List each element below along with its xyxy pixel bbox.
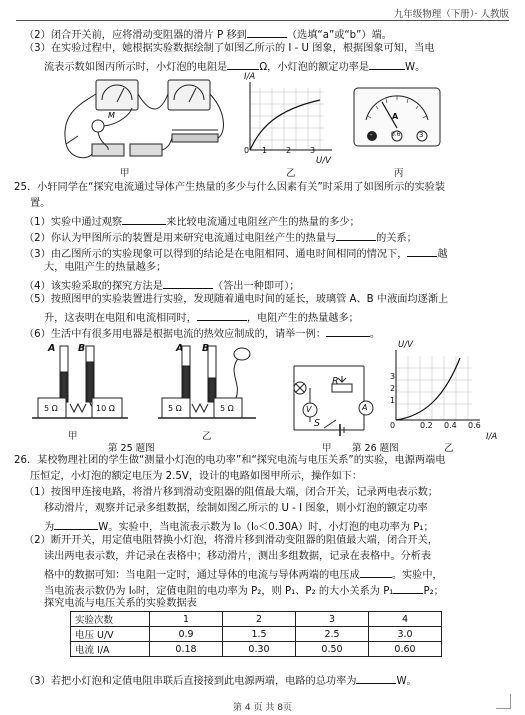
graph-xlabel: U/V bbox=[316, 156, 331, 166]
answer-blank[interactable] bbox=[356, 672, 396, 684]
label-5ohm: 5 Ω bbox=[44, 404, 58, 413]
answer-blank[interactable] bbox=[393, 582, 423, 594]
fig-label-jia: 甲 bbox=[120, 168, 130, 179]
q25-item-1: （1）实验中通过观察 来比较电流通过电阻丝产生的热量的多少； bbox=[24, 213, 360, 230]
fig26-circuit bbox=[280, 352, 380, 438]
graph-xlabel: I/A bbox=[486, 432, 498, 442]
q26-step-2: （2）断开开关，用定值电阻替换小灯泡，将滑片移到滑动变阻器的阻值最大端，闭合开关， bbox=[24, 535, 438, 546]
q25-stem: 25．小轩同学在“探究电流通过导体产生热量的多少与什么因素有关”时采用了如图所示的实验装 bbox=[14, 182, 446, 193]
q26-step-1: （1）按图甲连接电路，将滑片移到滑动变阻器的阻值最大端，闭合开关，记录两电表示数； bbox=[24, 487, 438, 498]
fig26-caption: 第 26 题图 bbox=[352, 443, 399, 454]
table-title: 探究电流与电压关系的实验数据表 bbox=[44, 598, 197, 609]
page-footer: 第 4 页 共 8页 bbox=[233, 703, 292, 713]
answer-blank[interactable] bbox=[122, 213, 166, 225]
q25-item-3-cont: 大，电阻产生的热量越多； bbox=[44, 262, 167, 273]
graph-ytick: 1 bbox=[390, 396, 396, 405]
fig25-yi: 乙 bbox=[202, 431, 212, 442]
answer-blank[interactable] bbox=[360, 566, 392, 578]
q25-item-6: （6）生活中有很多用电器是根据电流的热效应制成的，请举一例： 。 bbox=[24, 325, 380, 342]
ui-curve bbox=[396, 358, 460, 420]
data-table bbox=[70, 611, 442, 657]
fig-label-yi: 乙 bbox=[286, 168, 296, 179]
q26-step-1b: 移动滑片，观察并记录多组数据，绘制如图乙所示的 U - I 图象，则小灯泡的额定功率 bbox=[44, 503, 428, 514]
q26-step-3: （3）若把小灯泡和定值电阻串联后直接接到此电源两端，电路的总功率为 W。 bbox=[24, 672, 417, 689]
label-5ohm: 5 Ω bbox=[220, 404, 234, 413]
graph-ytick: 2 bbox=[390, 384, 396, 393]
q25-item-3: （3）由乙图所示的实验现象可以得到的结论是在电阻相同、通电时间相同的情况下， 越 bbox=[24, 245, 448, 262]
tube-b: B bbox=[78, 343, 86, 354]
q24-line-3: （3）在实验过程中，她根据实验数据绘制了如图乙所示的 I - U 图象，根据图象可知，当电 bbox=[24, 43, 435, 54]
page-corner-mark bbox=[496, 694, 511, 709]
graph-xtick: 0.6 bbox=[468, 421, 481, 430]
table-row: 实验次数 1 2 3 4 bbox=[71, 612, 442, 627]
answer-blank[interactable] bbox=[163, 277, 213, 289]
meter-right: 3 bbox=[419, 131, 424, 139]
graph-origin: 0 bbox=[244, 146, 250, 155]
graph-xtick: 0.4 bbox=[444, 421, 457, 430]
iu-curve bbox=[250, 100, 320, 150]
label-s: S bbox=[314, 418, 321, 429]
header-rule bbox=[16, 20, 509, 21]
fig25-jia: 甲 bbox=[68, 431, 78, 442]
page-header: 九年级物理（下册）· 人教版 bbox=[393, 9, 509, 20]
label-r: R bbox=[332, 376, 339, 387]
meter-mid: 0.6 bbox=[391, 131, 401, 138]
tube-b: B bbox=[202, 343, 210, 354]
q24-line-2: （2）闭合开关前，应将滑动变阻器的滑片 P 移到 （选填“a”或“b”）端。 bbox=[24, 26, 392, 43]
q24-circuit-figure bbox=[60, 74, 230, 164]
table-row: 电压 U/V 0.9 1.5 2.5 3.0 bbox=[71, 627, 442, 642]
q24-line-4: 流表示数如图丙所示时，小灯泡的电阻是 Ω，小灯泡的额定功率是 W。 bbox=[44, 58, 425, 75]
label-a: A bbox=[362, 403, 368, 412]
q26-step-1c: 为 W。实验中，当电流表示数为 I₀（I₀＜0.30A）时，小灯泡的电功率为 P₁； bbox=[44, 518, 434, 535]
svg-text:M: M bbox=[108, 111, 115, 120]
q26-step-2b: 读出两电表示数，并记录在表格中；移动滑片，测出多组数据，记录在表格中。分析表 bbox=[44, 551, 432, 562]
answer-blank[interactable] bbox=[227, 58, 259, 70]
bulb-icon bbox=[92, 120, 104, 132]
meter-minus: - bbox=[370, 131, 373, 139]
graph-xtick: 3 bbox=[310, 146, 316, 155]
answer-blank[interactable] bbox=[326, 325, 370, 337]
label-10ohm: 10 Ω bbox=[96, 404, 115, 413]
graph-xtick: 2 bbox=[286, 146, 292, 155]
graph-ylabel: I/A bbox=[244, 72, 256, 82]
label-5ohm: 5 Ω bbox=[168, 404, 182, 413]
answer-blank[interactable] bbox=[197, 309, 247, 321]
graph-xtick: 1 bbox=[262, 146, 268, 155]
q25-item-5: （5）按照图甲的实验装置进行实验，发现随着通电时间的延长，玻璃管 A、B 中液面均逐渐上 bbox=[24, 294, 449, 305]
answer-blank[interactable] bbox=[54, 518, 98, 530]
graph-xtick: 0.2 bbox=[420, 421, 433, 430]
q26-step-2e: 当电流表示数仍为 I₀时，定值电阻的电功率为 P₂，则 P₁、P₂ 的大小关系为 P₁ P₂； bbox=[44, 582, 444, 599]
answer-blank[interactable] bbox=[369, 58, 405, 70]
fig26-jia: 甲 bbox=[322, 443, 332, 454]
q25-item-5-cont: 升，这表明在电阻和电流相同时， ，电阻产生的热量越多； bbox=[44, 309, 359, 326]
q26-step-2c: 格中的数据可知：当电阻一定时，通过导体的电流与导体两端的电压成 。实验中， bbox=[44, 566, 443, 583]
answer-blank[interactable] bbox=[247, 26, 287, 38]
answer-blank[interactable] bbox=[407, 245, 437, 257]
meter-unit: A bbox=[392, 112, 399, 121]
fig25-caption: 第 25 题图 bbox=[108, 443, 155, 454]
q25-stem-2: 置。 bbox=[30, 198, 51, 209]
table-row: 电流 I/A 0.18 0.30 0.50 0.60 bbox=[71, 642, 442, 657]
graph-origin: 0 bbox=[390, 421, 396, 430]
label-v: V bbox=[306, 405, 312, 414]
graph-ytick: 3 bbox=[390, 372, 396, 381]
q25-item-2: （2）你认为甲图所示的装置是用来研究电流通过电阻丝产生的热量与 的关系； bbox=[24, 229, 417, 246]
fig-label-bing: 丙 bbox=[394, 168, 404, 179]
rheostat-icon bbox=[172, 134, 218, 142]
tube-a: A bbox=[48, 343, 56, 354]
graph-ylabel: U/V bbox=[398, 340, 413, 350]
q25-item-4: （4）该实验采取的探究方法是 （答出一种即可）； bbox=[24, 277, 300, 294]
fig26-yi: 乙 bbox=[444, 443, 454, 454]
answer-blank[interactable] bbox=[336, 229, 376, 241]
q26-stem: 26．某校物理社团的学生做“测量小灯泡的电功率”和“探究电流与电压关系”的实验，电源两端电 bbox=[14, 455, 446, 466]
q26-stem-2: 压恒定，小灯泡的额定电压为 2.5V，设计的电路如图甲所示，操作如下： bbox=[30, 471, 363, 482]
tube-a: A bbox=[176, 343, 184, 354]
